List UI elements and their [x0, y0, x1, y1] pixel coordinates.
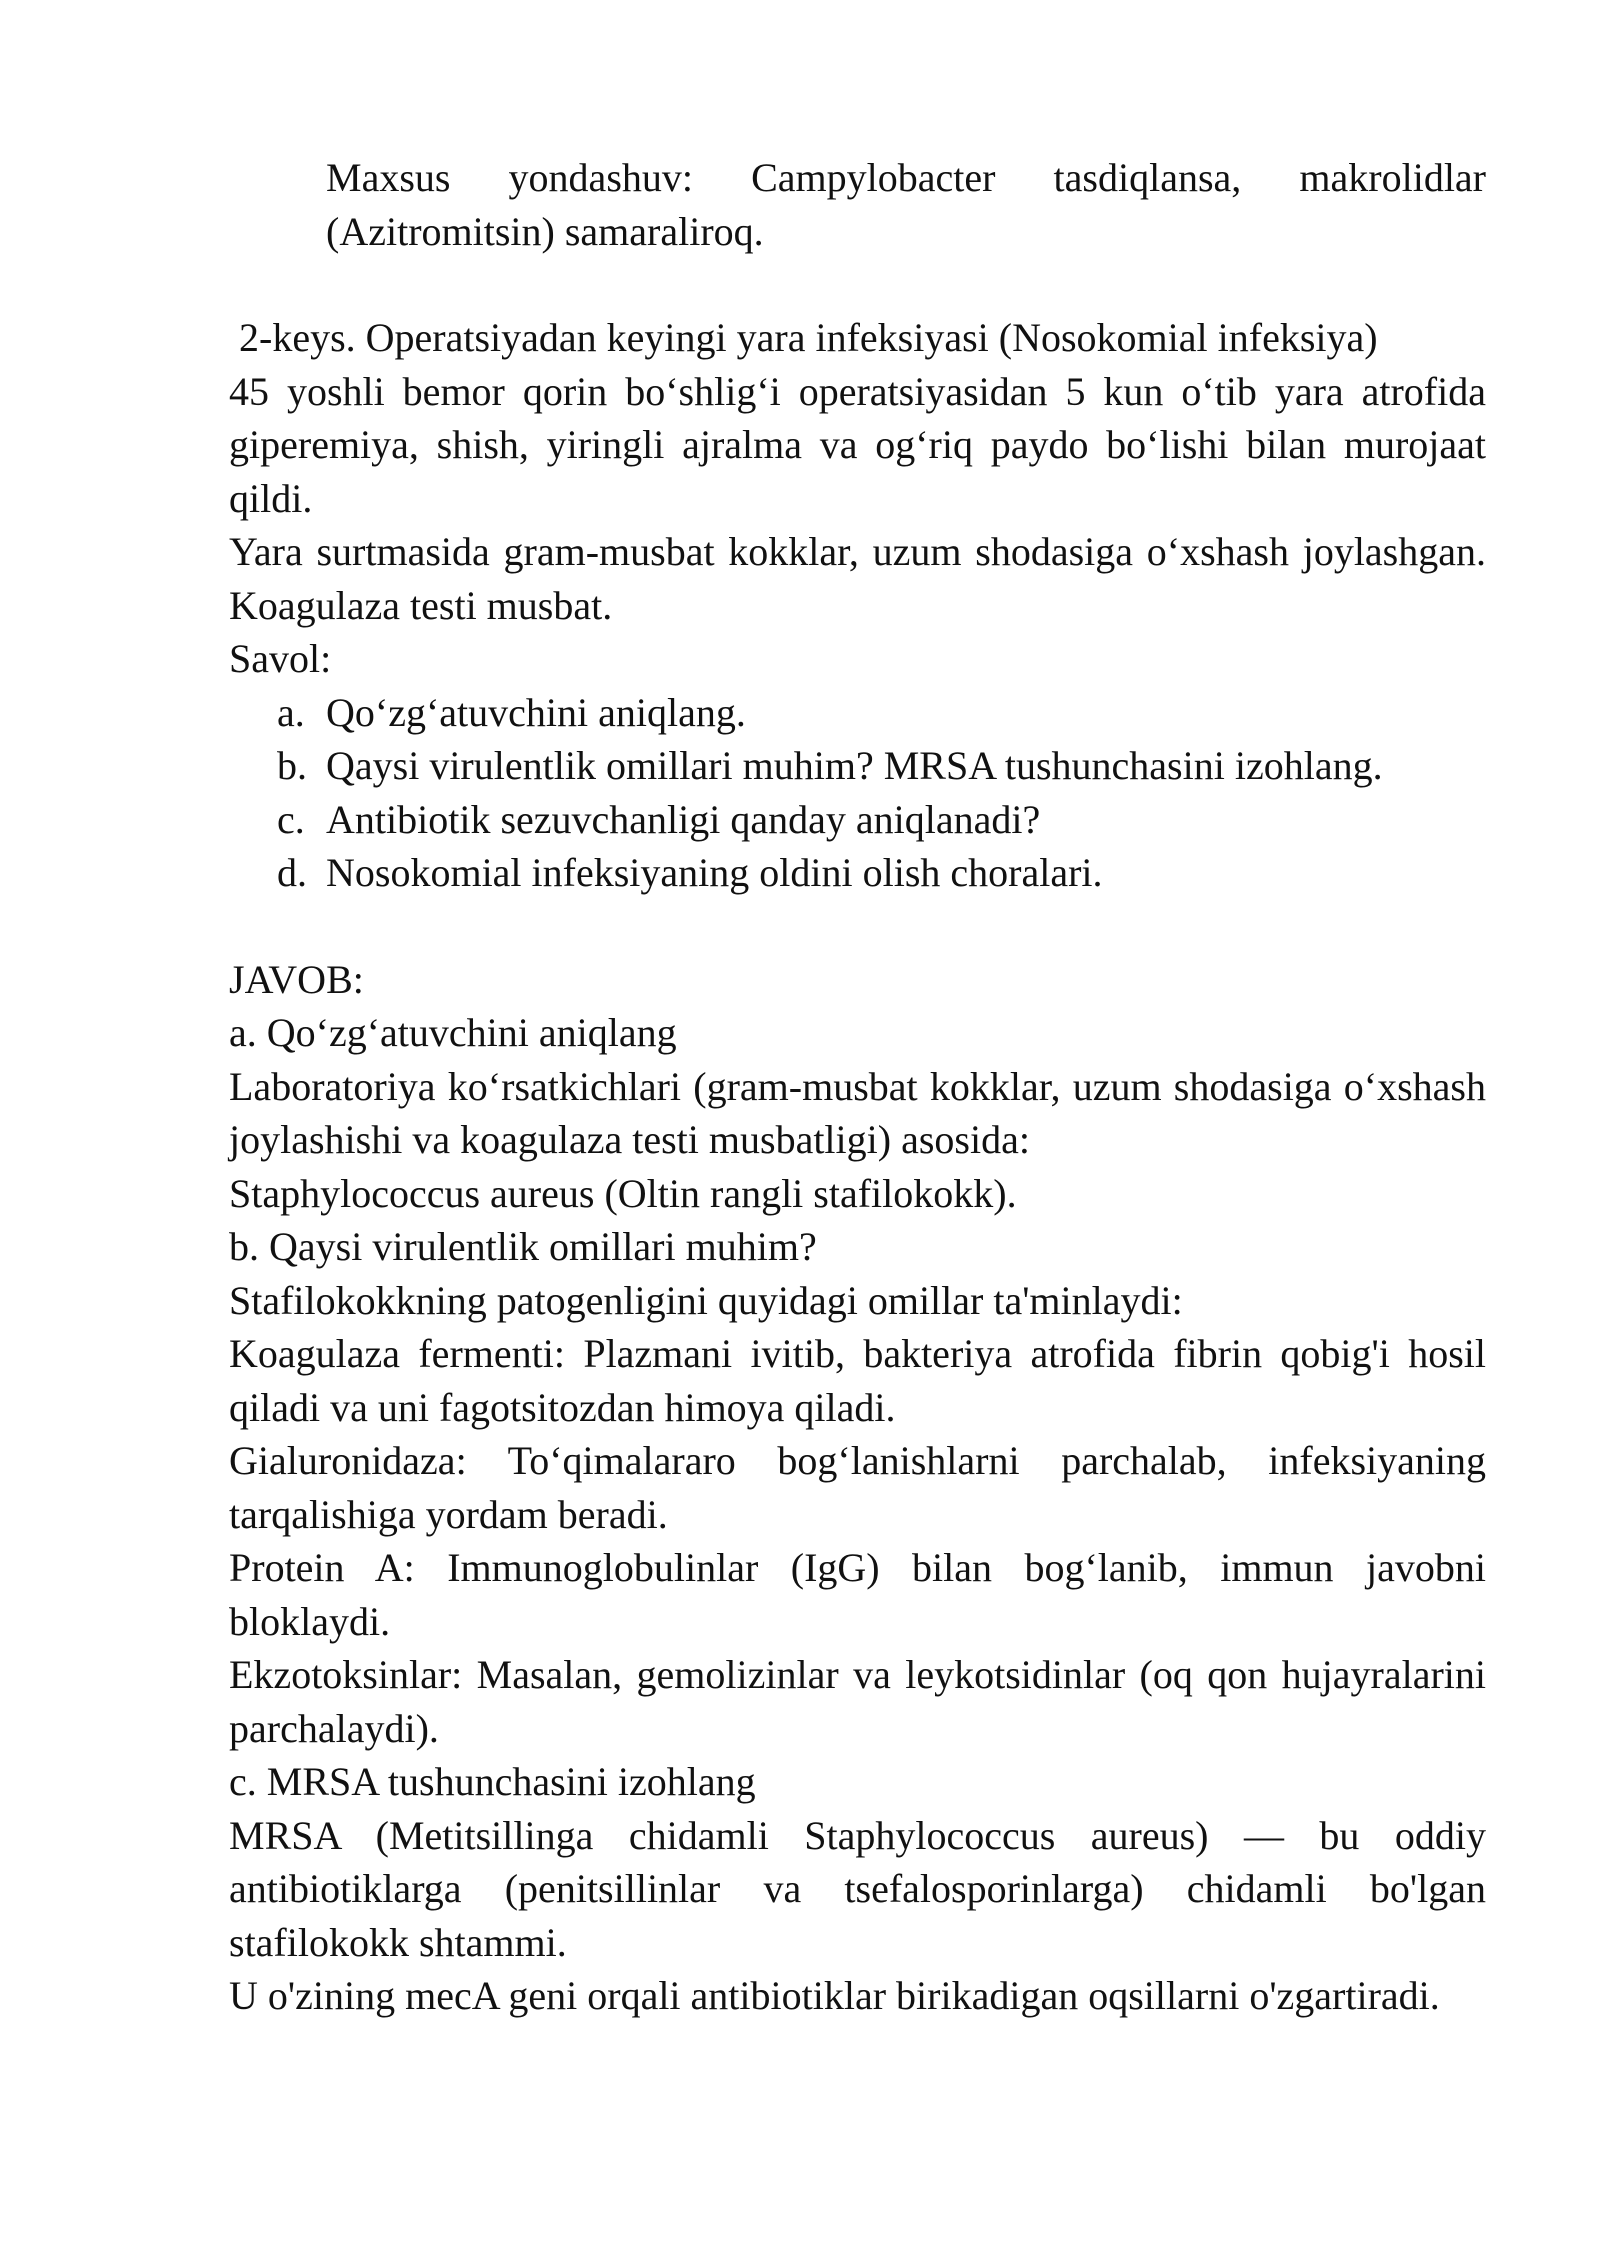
case-smear-paragraph: Yara surtmasida gram-musbat kokklar, uzum shodasiga o‘xshash joylashgan. Koagulaza testi musbat. [229, 529, 1486, 628]
answer-a-text: Laboratoriya ko‘rsatkichlari (gram-musbat kokklar, uzum shodasiga o‘xshash joylashishi va koagulaza testi musbatligi) asosida: [229, 1063, 1486, 1162]
question-item [229, 686, 1486, 740]
question-item [229, 846, 1486, 900]
special-approach-paragraph: Maxsus yondashuv: Campylobacter tasdiqlansa, makrolidlar (Azitromitsin) samaraliroq. [326, 155, 1486, 254]
question-item [229, 739, 1486, 793]
question-marker: b. [277, 743, 307, 788]
spacer [229, 258, 1486, 311]
spacer [229, 900, 1486, 953]
question-label: Savol: [229, 636, 332, 681]
mrsa-mechanism-paragraph: U o'zining mecA geni orqali antibiotiklar birikadigan oqsillarni o'zgartiradi. [229, 1973, 1440, 2018]
answer-b-heading: b. Qaysi virulentlik omillari muhim? [229, 1224, 817, 1269]
virulence-factor-paragraph: Protein A: Immunoglobulinlar (IgG) bilan bog‘lanib, immun javobni bloklaydi. [229, 1545, 1486, 1644]
question-item [229, 793, 1486, 847]
answer-label: JAVOB: [229, 956, 364, 1002]
virulence-factor-paragraph: Gialuronidaza: To‘qimalararo bog‘lanishlarni parchalab, infeksiyaning tarqalishiga yordam beradi. [229, 1438, 1486, 1537]
question-text: Nosokomial infeksiyaning oldini olish choralari. [326, 850, 1103, 895]
virulence-factor-paragraph: Ekzotoksinlar: Masalan, gemolizinlar va leykotsidinlar (oq qon hujayralarini parchalaydi). [229, 1652, 1486, 1751]
question-list [229, 686, 1486, 900]
virulence-factor-paragraph: Koagulaza fermenti: Plazmani ivitib, bakteriya atrofida fibrin qobig'i hosil qiladi va uni fagotsitozdan himoya qiladi. [229, 1331, 1486, 1430]
question-text: Antibiotik sezuvchanligi qanday aniqlanadi? [326, 796, 1041, 842]
answer-a-heading: a. Qo‘zg‘atuvchini aniqlang [229, 1010, 677, 1055]
question-marker: d. [277, 850, 307, 895]
case-title: 2-keys. Operatsiyadan keyingi yara infeksiyasi (Nosokomial infeksiya) [239, 315, 1378, 360]
answer-c-heading: c. MRSA tushunchasini izohlang [229, 1759, 756, 1804]
answer-a-result: Staphylococcus aureus (Oltin rangli stafilokokk). [229, 1170, 1017, 1216]
answer-b-intro: Stafilokokkning patogenligini quyidagi omillar ta'minlaydi: [229, 1277, 1183, 1323]
question-marker: c. [277, 796, 305, 842]
case-history-paragraph: 45 yoshli bemor qorin bo‘shlig‘i operatsiyasidan 5 kun o‘tib yara atrofida giperemiya, shish, yiringli ajralma va og‘riq paydo bo‘lishi bilan murojaat qildi. [229, 368, 1486, 521]
question-text: Qo‘zg‘atuvchini aniqlang. [326, 689, 746, 735]
document-body [229, 151, 1486, 2023]
question-marker: a. [277, 689, 305, 735]
mrsa-definition-paragraph: MRSA (Metitsillinga chidamli Staphylococcus aureus) — bu oddiy antibiotiklarga (penitsillinlar va tsefalosporinlarga) chidamli bo'lgan stafilokokk shtammi. [229, 1812, 1486, 1965]
question-text: Qaysi virulentlik omillari muhim? MRSA tushunchasini izohlang. [326, 743, 1383, 788]
